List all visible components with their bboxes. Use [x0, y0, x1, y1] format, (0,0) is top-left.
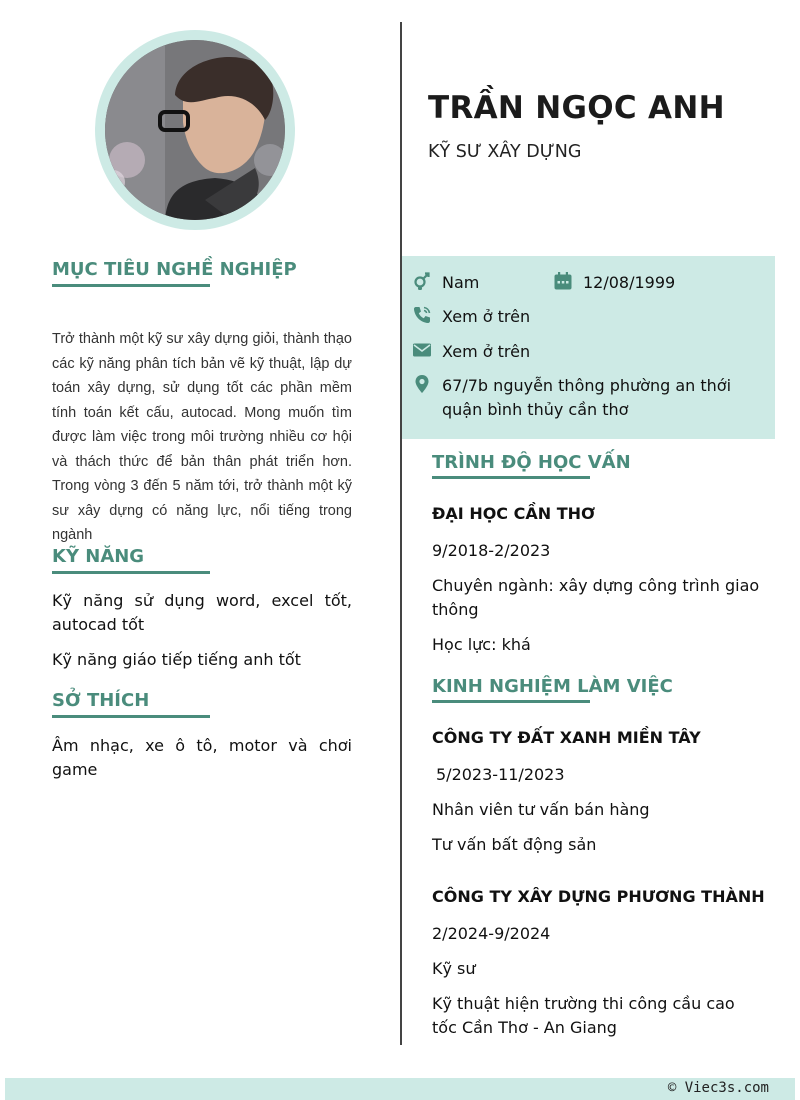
hobbies-text: Âm nhạc, xe ô tô, motor và chơi game — [52, 736, 352, 779]
education-underline — [432, 476, 590, 479]
address-line-2: quận bình thủy cần thơ — [442, 400, 629, 419]
candidate-title: KỸ SƯ XÂY DỰNG — [428, 142, 582, 162]
skills-underline — [52, 571, 210, 574]
location-pin-icon — [412, 374, 432, 394]
objective-heading: MỤC TIÊU NGHỀ NGHIỆP — [52, 259, 297, 280]
experience-heading: KINH NGHIỆM LÀM VIỆC — [432, 676, 673, 697]
phone-icon — [412, 305, 432, 325]
job-description: Kỹ thuật hiện trường thi công cầu cao tốc Cần Thơ - An Giang — [432, 994, 735, 1037]
objective-underline — [52, 284, 210, 287]
phone-value: Xem ở trên — [442, 307, 531, 326]
job-company: CÔNG TY XÂY DỰNG PHƯƠNG THÀNH — [432, 887, 765, 906]
education-heading: TRÌNH ĐỘ HỌC VẤN — [432, 452, 631, 473]
job-period: 2/2024-9/2024 — [432, 924, 551, 943]
email-icon — [412, 340, 432, 360]
education-major: Chuyên ngành: xây dựng công trình giao thông — [432, 576, 760, 619]
job-description: Tư vấn bất động sản — [432, 835, 597, 854]
objective-text: Trở thành một kỹ sư xây dựng giỏi, thành thạo các kỹ năng phân tích bản vẽ kỹ thuật, lập dự toán xây dựng, sử dụng tốt các phần mềm tính toán kết cấu, autocad. Mong muốn tìm được làm việc trong môi trường nhiều cơ hội và thách thức để bản thân phát triển hơn. Trong vòng 3 đến 5 năm tới, trở thành một kỹ sư xây dựng có năng lực, nổi tiếng trong ngành — [52, 331, 352, 543]
job-position: Kỹ sư — [432, 959, 476, 978]
address-line-1: 67/7b nguyễn thông phường an thới — [442, 376, 732, 395]
contact-panel — [402, 256, 775, 439]
education-period: 9/2018-2/2023 — [432, 541, 551, 560]
calendar-icon — [553, 271, 573, 291]
education-grade: Học lực: khá — [432, 635, 531, 654]
avatar-frame — [95, 30, 295, 230]
job-position: Nhân viên tư vấn bán hàng — [432, 800, 650, 819]
hobbies-underline — [52, 715, 210, 718]
footer-bar — [5, 1078, 795, 1100]
job-period: 5/2023-11/2023 — [436, 765, 565, 784]
gender-icon — [412, 271, 432, 291]
hobbies-heading: SỞ THÍCH — [52, 690, 150, 711]
skills-heading: KỸ NĂNG — [52, 546, 145, 567]
gender-value: Nam — [442, 273, 480, 292]
school-name: ĐẠI HỌC CẦN THƠ — [432, 504, 595, 523]
job-company: CÔNG TY ĐẤT XANH MIỀN TÂY — [432, 728, 701, 747]
avatar — [105, 40, 285, 220]
skill-item: Kỹ năng giáo tiếp tiếng anh tốt — [52, 650, 301, 669]
experience-underline — [432, 700, 590, 703]
column-divider — [400, 22, 402, 1045]
birthdate-value: 12/08/1999 — [583, 273, 676, 292]
copyright-link[interactable]: © Viec3s.com — [667, 1080, 769, 1096]
email-value: Xem ở trên — [442, 342, 531, 361]
avatar-photo — [105, 40, 285, 220]
skill-item: Kỹ năng sử dụng word, excel tốt, autocad tốt — [52, 591, 352, 634]
candidate-name: TRẦN NGỌC ANH — [428, 90, 725, 126]
